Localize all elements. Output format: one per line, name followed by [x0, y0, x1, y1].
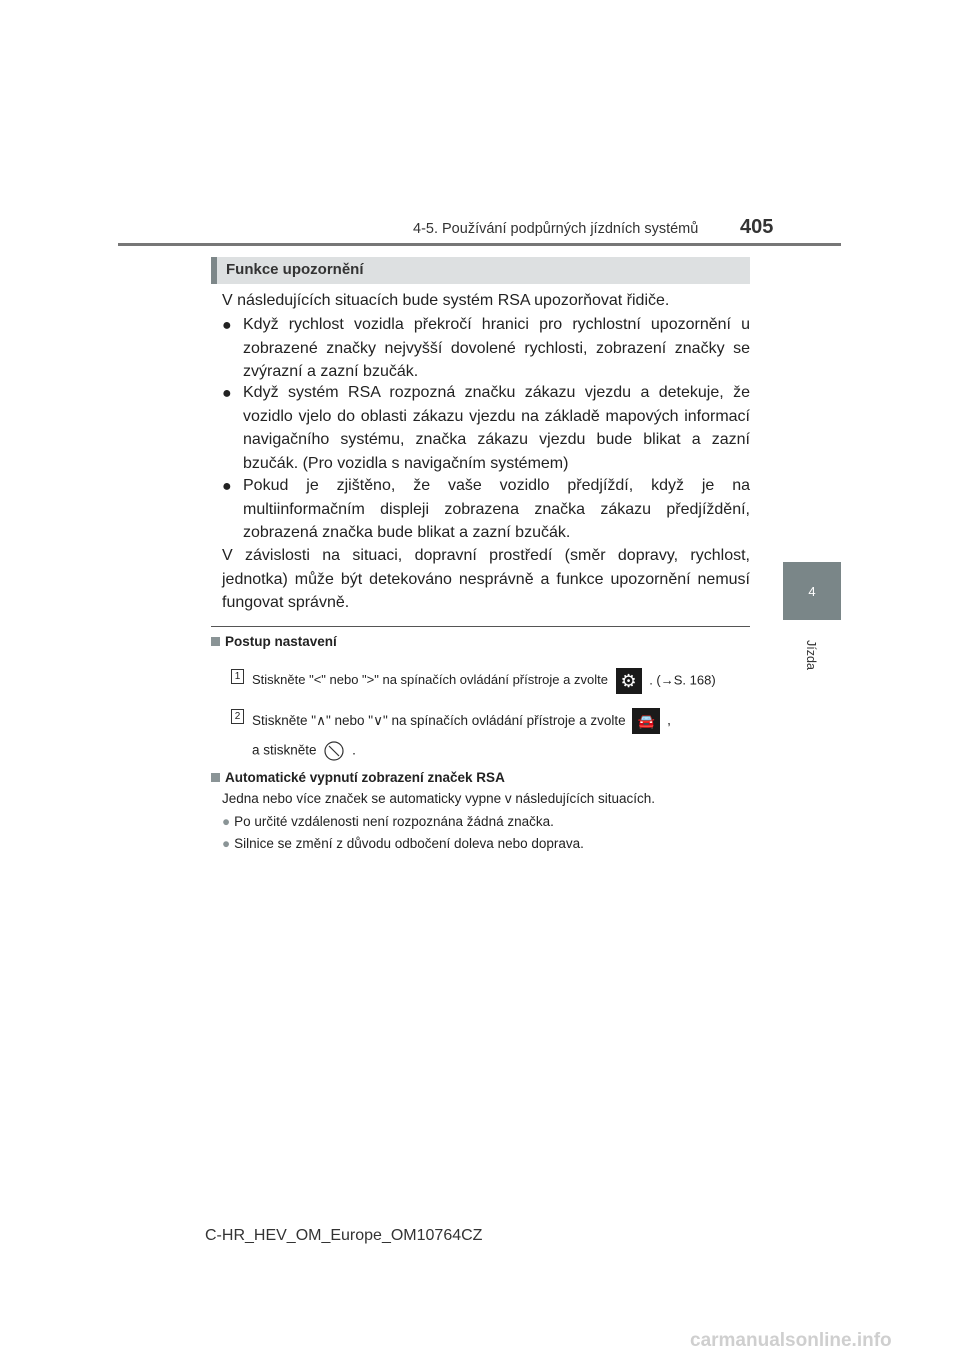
square-bullet-icon [211, 773, 220, 782]
chapter-title: 4-5. Používání podpůrných jízdních systémů [413, 221, 699, 237]
list-item [222, 313, 750, 384]
chapter-tab-number: 4 [808, 583, 816, 599]
section-header [211, 257, 750, 284]
bullet-icon: ● [222, 836, 231, 851]
header-divider [118, 243, 841, 246]
setup-step-2: 2 Stiskněte "∧" nebo "∨" na spínačích ovládání přístroje a zvolte 🚘 , [231, 708, 750, 734]
square-bullet-icon [211, 637, 220, 646]
bullet-icon: ● [222, 478, 232, 495]
auto-off-heading: Automatické vypnutí zobrazení značek RSA [211, 770, 505, 785]
chapter-tab-label: Jízda [804, 640, 818, 670]
watermark-link[interactable]: carmanualsonline.info [690, 1330, 892, 1351]
list-item: ● Silnice se změní z důvodu odbočení doleva nebo doprava. [222, 836, 584, 851]
step-number: 1 [231, 669, 244, 684]
intro-paragraph: V následujících situacích bude systém RSA upozorňovat řidiče. [222, 292, 670, 309]
bullet-text: Pokud je zjištěno, že vaše vozidlo předjíždí, když je na multiinformačním displeji zobrazena značka zákazu předjíždění, zobrazená značka bude blikat a zazní bzučák. [243, 477, 750, 541]
document-code: C-HR_HEV_OM_Europe_OM10764CZ [205, 1227, 483, 1244]
bullet-icon: ● [222, 814, 231, 829]
auto-off-text: Jedna nebo více značek se automaticky vypne v následujících situacích. [222, 791, 655, 806]
setup-step-1: 1 Stiskněte "<" nebo ">" na spínačích ovládání přístroje a zvolte ⚙ . (→S. 168) [231, 668, 750, 694]
gear-icon: ⚙ [616, 668, 642, 694]
outro-paragraph: V závislosti na situaci, dopravní prostředí (směr dopravy, rychlost, jednotka) může být detekováno nesprávně a funkce upozornění nemusí fungovat správně. [222, 547, 750, 611]
section-title: Funkce upozornění [226, 261, 364, 278]
chapter-tab[interactable] [783, 562, 841, 620]
section-divider [211, 626, 750, 627]
car-sign-icon: 🚘 [632, 708, 660, 734]
enter-button-icon [323, 740, 345, 762]
page-number: 405 [740, 216, 774, 238]
list-item: ● Po určité vzdálenosti není rozpoznána žádná značka. [222, 814, 554, 829]
bullet-icon: ● [222, 317, 232, 334]
list-item [222, 474, 750, 545]
list-item [222, 381, 750, 475]
bullet-text: Když systém RSA rozpozná značku zákazu vjezdu a detekuje, že vozidlo vjelo do oblasti zákazu vjezdu na základě mapových informací navigačního systému, značka zákazu vjezdu bude blikat a zazní bzučák. (Pro vozidla s navigačním systémem) [243, 384, 750, 472]
step-number: 2 [231, 709, 244, 724]
setup-step-2-cont: a stiskněte . [252, 740, 771, 762]
bullet-text: Když rychlost vozidla překročí hranici pro rychlostní upozornění u zobrazené značky nejvyšší dovolené rychlosti, zobrazení značky se zvýrazní a zazní bzučák. [243, 316, 750, 380]
setup-heading: Postup nastavení [211, 634, 337, 649]
section-header-stripe [211, 257, 217, 284]
bullet-icon: ● [222, 385, 232, 402]
